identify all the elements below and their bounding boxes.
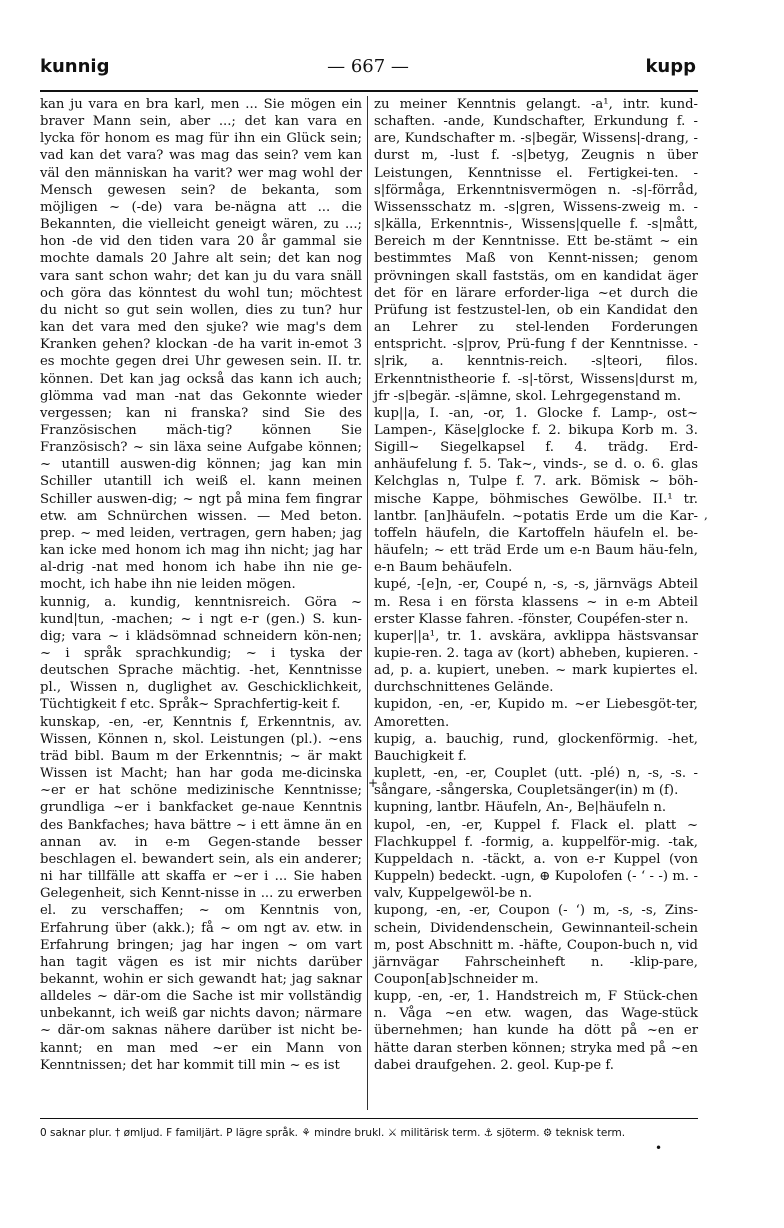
- right-column: [374, 96, 698, 1074]
- entry-kupa: kup||a, I. -an, -or, 1. Glocke f. Lamp-, ost~ Lampen-, Käse|glocke f. 2. bikupa Korb m. 3. Sigill~ Siegelkapsel f. 4. trädg. Erd-anhäufelung f. 5. Tak~, vinds-, se d. o. 6. glas Kelchglas n, Tulpe f. 7. ark. Bömisk ~ böh-mische Kappe, böhmisches Gewölbe. II.¹ tr. lantbr. [an]häufeln. ~potatis Erde um die Kar-toffeln häufeln, die Kartoffeln häufeln el. be-häufeln; ~ ett träd Erde um e-n Baum häu-feln, e-n Baum behäufeln.: [374, 405, 698, 576]
- right-running-headword: kupp: [645, 56, 696, 77]
- entry-kupol: kupol, -en, -er, Kuppel f. Flack el. platt ~ Flachkuppel f. -formig, a. kuppelför-mig. -tak, Kuppeldach n. -täckt, a. von e-r Kuppel (von Kuppeln) bedeckt. -ugn, ⊕ Kupolofen (- ‘ - -) m. -valv, Kuppelgewöl-be n.: [374, 817, 698, 902]
- entry-continuation: kan ju vara en bra karl, men ... Sie mögen ein braver Mann sein, aber ...; det kan vara en lycka för honom es mag für ihn ein Glück sein; vad kan det vara? was mag das sein? vem kan väl den människan ha varit? wer mag wohl der Mensch gewesen sein? de bekanta, som möjligen ~ (-de) vara be-nägna att ... die Bekannten, die vielleicht geneigt wären, zu ...; hon -de vid den tiden vara 20 år gammal sie mochte damals 20 Jahre alt sein; det kan nog vara sant schon wahr; det kan ju du vara snäll och göra das könntest du wohl tun; möchtest du nicht so gut sein wollen, dies zu tun? hur kan det vara med den sjuke? wie mag's dem Kranken gehen? klockan -de ha varit in-emot 3 es mochte gegen drei Uhr gewesen sein. II. tr. können. Det kan jag också das kann ich auch; glömma vad man -nat das Gekonnte wieder vergessen; kan ni franska? sind Sie des Französischen mäch-tig? können Sie Französisch? ~ sin läxa seine Aufgabe können; ~ utantill auswen-dig können; jag kan min Schiller utantill ich weiß el. kann meinen Schiller auswen-dig; ~ ngt på mina fem fingrar etw. am Schnürchen wissen. — Med beton. prep. ~ med leiden, vertragen, gern haben; jag kan icke med honom ich mag ihn nicht; jag har al-drig -nat med honom ich habe ihn nie ge-mocht, ich habe ihn nie leiden mögen.: [40, 97, 362, 593]
- margin-plus-mark: +: [368, 776, 379, 790]
- entry-kupidon: kupidon, -en, -er, Kupido m. ~er Liebesgöt-ter, Amoretten.: [374, 697, 698, 730]
- abbreviation-legend: 0 saknar plur. † ømljud. F familjärt. P lägre språk. ⚘ mindre brukl. ⚔ militärisk term. ⚓ sjöterm. ⚙ teknisk term.: [40, 1127, 626, 1139]
- entry-kupe: kupé, -[e]n, -er, Coupé n, -s, -s, järnvägs Abteil m. Resa i en första klassens ~ in e-m Abteil erster Klasse fahren. -fönster, Coupéfen-ster n.: [374, 577, 698, 627]
- page-number: — 667 —: [327, 56, 409, 77]
- entry-kupp: kupp, -en, -er, 1. Handstreich m, F Stück-chen n. Våga ~en etw. wagen, das Wage-stück übernehmen; han kunde ha dött på ~en er hätte daran sterben können; stryka med på ~en dabei draufgehen. 2. geol. Kup-pe f.: [374, 989, 698, 1073]
- left-column: [40, 96, 362, 1074]
- entry-kupning: kupning, lantbr. Häufeln, An-, Be|häufeln n.: [374, 800, 667, 816]
- stray-dot-mark: •: [655, 1141, 663, 1155]
- entry-kupong: kupong, -en, -er, Coupon (- ‘) m, -s, -s, Zins-schein, Dividendenschein, Gewinnanteil-schein m, post Abschnitt m. -häfte, Coupon-buch n, vid järnvägar Fahrscheinheft n. -klip-pare, Coupon[ab]schneider m.: [374, 903, 698, 987]
- left-running-headword: kunnig: [40, 56, 110, 77]
- page-header: [40, 56, 696, 86]
- entry-kunskap: kunskap, -en, -er, Kenntnis f, Erkenntnis, av. Wissen, Können n, skol. Leistungen (pl.). ~ens träd bibl. Baum m der Erkenntnis; ~ är makt Wissen ist Macht; han har goda me-dicinska ~er er hat schöne medizinische Kenntnisse; grundliga ~er i bankfacket ge-naue Kenntnis des Bankfaches; hava bättre ~ i ett ämne än en annan av. in e-m Gegen-stande besser beschlagen el. bewandert sein, als ein anderer; ni har tillfälle att skaffa er ~er i ... Sie haben Gelegenheit, sich Kennt-nisse in ... zu erwerben el. zu verschaffen; ~ om Kenntnis von, Erfahrung über (akk.); få ~ om ngt av. etw. in Erfahrung bringen; jag har ingen ~ om vart han tagit vägen es ist mir nichts darüber bekannt, wohin er sich gewandt hat; jag saknar alldeles ~ där-om die Sache ist mir vollständig unbekannt, ich weiß gar nichts davon; närmare ~ där-om saknas nähere darüber ist nicht be-kannt; en man med ~er ein Mann von Kenntnissen; det har kommit till min ~ es ist: [40, 714, 362, 1073]
- entry-kupig: kupig, a. bauchig, rund, glockenförmig. -het, Bauchigkeit f.: [374, 731, 698, 764]
- margin-tick-mark: ,: [704, 508, 708, 522]
- column-divider: [367, 96, 368, 1110]
- entry-kupera: kuper||a¹, tr. 1. avskära, avklippa hästsvansar kupie-ren. 2. taga av (kort) abheben, kupieren. -ad, p. a. kupiert, uneben. ~ mark kupiertes el. durchschnittenes Gelände.: [374, 628, 698, 696]
- entry-kuplett: kuplett, -en, -er, Couplet (utt. -plé) n, -s, -s. -sångare, -sångerska, Coupletsänger(in) m (f).: [374, 766, 698, 799]
- entry-kunskap-continued: zu meiner Kenntnis gelangt. -a¹, intr. kund-schaften. -ande, Kundschafter, Erkundung f. -are, Kundschafter m. -s|begär, Wissens|-drang, -durst m, -lust f. -s|betyg, Zeugnis n über Leistungen, Kenntnisse el. Fertigkei-ten. -s|förmåga, Erkenntnisvermögen n. -s|-förråd, Wissensschatz m. -s|gren, Wissens-zweig m. -s|källa, Erkenntnis-, Wissens|quelle f. -s|mått, Bereich m der Kenntnisse. Ett be-stämt ~ ein bestimmtes Maß von Kennt-nissen; genom prövningen skall faststäs, om en kandidat äger det för en lärare erforder-liga ~et durch die Prüfung ist festzustel-len, ob ein Kandidat den an Lehrer zu stel-lenden Forderungen entspricht. -s|prov, Prü-fung f der Kenntnisse. -s|rik, a. kenntnis-reich. -s|teori, filos. Erkenntnistheorie f. -s|-törst, Wissens|durst m, jfr -s|begär. -s|ämne, skol. Lehrgegenstand m.: [374, 97, 698, 404]
- entry-kunnig: kunnig, a. kundig, kenntnisreich. Göra ~ kund|tun, -machen; ~ i ngt e-r (gen.) S. kun-dig; vara ~ i klädsömnad schneidern kön-nen; ~ i språk sprachkundig; ~ i tyska der deutschen Sprache mächtig. -het, Kenntnisse pl., Wissen n, duglighet av. Geschicklichkeit, Tüchtigkeit f etc. Språk~ Sprachfertig-keit f.: [40, 594, 362, 713]
- header-rule: [40, 90, 698, 92]
- footer-rule: [40, 1118, 698, 1119]
